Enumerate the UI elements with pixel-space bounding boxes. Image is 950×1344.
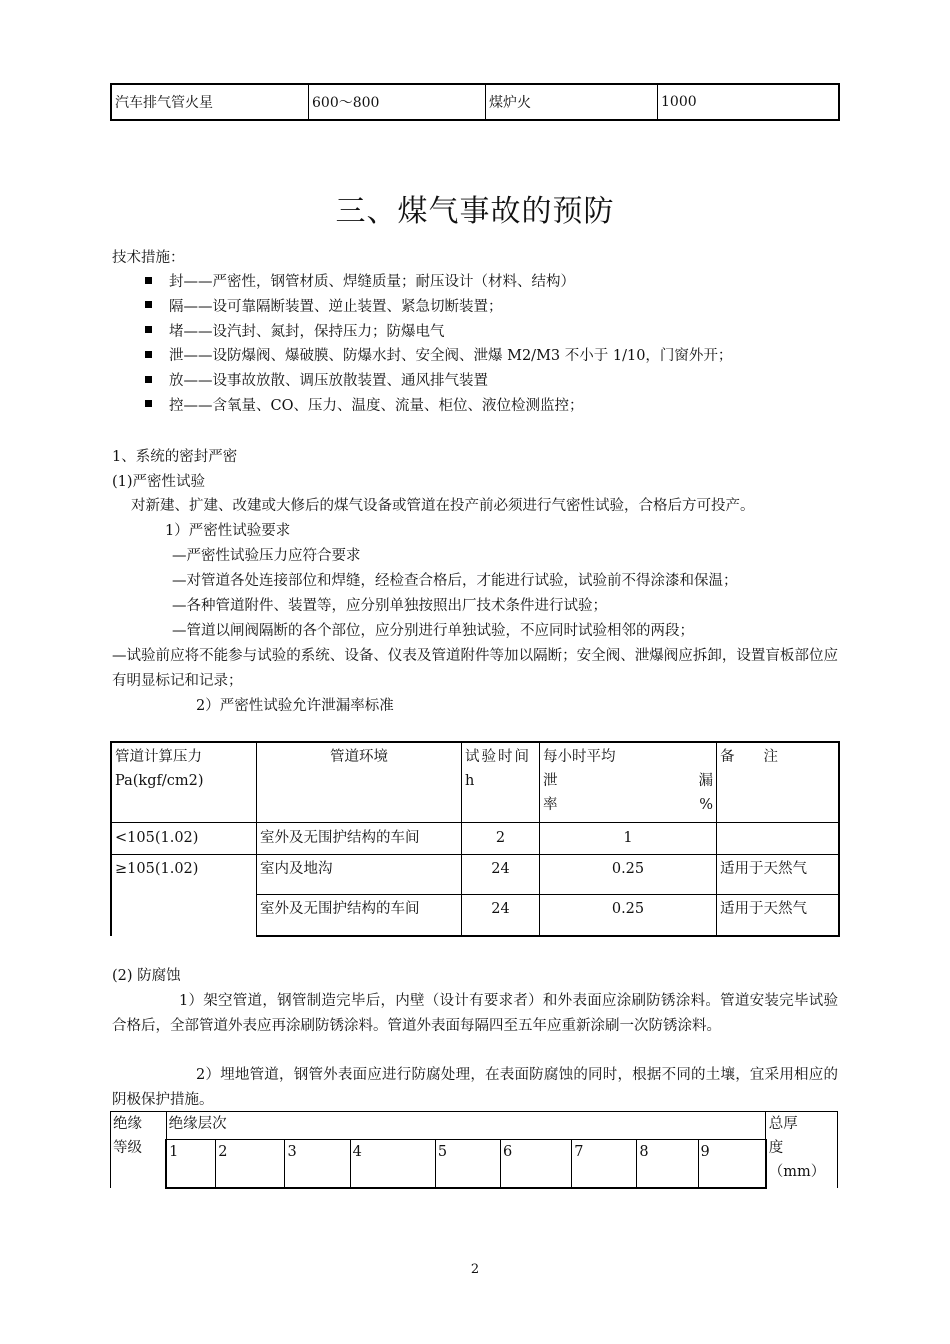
table-cell: 汽车排气管火星 [111,84,309,120]
layer-number: 4 [350,1140,435,1188]
layer-number: 5 [435,1140,500,1188]
cell-env: 室外及无围护结构的车间 [257,822,462,854]
cell-note: 适用于天然气 [717,894,840,936]
insulation-table [110,1111,838,1189]
header-text: 试验时间 [465,749,531,765]
header-pressure [111,742,257,822]
list-item-text: 泄——设防爆阀、爆破膜、防爆水封、安全阀、泄爆 M2/M3 不小于 1/10，门窗外开； [169,348,733,365]
header-text: 每小时平均 [543,749,616,765]
tech-heading: 技术措施： [112,250,185,266]
layer-number: 1 [166,1140,216,1188]
header-text: 漏 [698,773,713,789]
header-text [543,793,713,817]
table-row [111,1140,838,1188]
table-row [111,822,839,854]
req-item: —对管道各处连接部位和焊缝，经检查合格后，才能进行试验，试验前不得涂漆和保温； [172,573,738,589]
cell-time: 2 [462,822,540,854]
section-title: 三、煤气事故的预防 [335,194,615,229]
cell-time: 24 [462,894,540,936]
cell-env: 室内及地沟 [257,854,462,894]
cell-env: 室外及无围护结构的车间 [257,894,462,936]
table-row [111,84,839,120]
list-item [145,344,732,369]
header-text: （mm） [768,1164,826,1180]
table-row [111,854,839,894]
table-cell: 1000 [658,84,840,120]
layer-number: 2 [216,1140,285,1188]
bullet-square-icon [145,326,152,333]
table-cell: 煤炉火 [486,84,658,120]
list-item-text: 控——含氧量、CO、压力、温度、流量、柜位、液位检测监控； [169,397,584,414]
header-rate [540,742,717,822]
cell-rate: 0.25 [540,854,717,894]
list-item-text: 堵——设汽封、氮封，保持压力；防爆电气 [169,323,445,340]
header-text [543,769,713,793]
leak-heading: 2）严密性试验允许泄漏率标准 [196,698,394,714]
header-env: 管道环境 [257,742,462,822]
sub2-heading: (2) 防腐蚀 [112,968,181,984]
cell-rate: 0.25 [540,894,717,936]
list-item [145,295,732,320]
req-item: —管道以闸阀隔断的各个部位，应分别进行单独试验，不应同时试验相邻的两段； [172,623,694,639]
header-text: 等级 [113,1140,142,1156]
cell-rate: 1 [540,822,717,854]
header-time [462,742,540,822]
layer-number: 9 [698,1140,766,1188]
ignition-temperature-table [110,83,840,121]
cell-pressure: <105(1.02) [111,822,257,854]
header-text: 率 [543,797,558,813]
header-text: h [465,773,475,789]
list-item-text: 封——严密性，钢管材质、焊缝质量；耐压设计（材料、结构） [169,274,575,290]
bullet-square-icon [145,351,152,358]
list-item-text: 放——设事故放散、调压放散装置、通风排气装置 [169,373,488,390]
header-text: 绝缘 [113,1116,142,1132]
header-text: Pa(kgf/cm2) [115,773,204,789]
sub2-paragraph-2: 2）埋地管道，钢管外表面应进行防腐处理，在表面防腐蚀的同时，根据不同的土壤，宜采用相应的阴极保护措施。 [112,1067,838,1108]
sub2-paragraph-1: 1）架空管道，钢管制造完毕后，内壁（设计有要求者）和外表面应涂刷防锈涂料。管道安装完毕试验合格后，全部管道外表应再涂刷防锈涂料。管道外表面每隔四至五年应重新涂刷一次防锈涂料。 [112,993,838,1034]
header-text: 总厚 [768,1116,798,1132]
table-cell: 600～800 [309,84,486,120]
header-grade [111,1112,167,1188]
measures-list [145,270,732,419]
cell-pressure: ≥105(1.02) [111,854,257,936]
list-item [145,320,732,345]
list-item [145,394,732,419]
bullet-square-icon [145,301,152,308]
list-item [145,369,732,394]
sub1-paragraph: 对新建、扩建、改建或大修后的煤气设备或管道在投产前必须进行气密性试验，合格后方可投产。 [131,498,755,514]
layer-number: 3 [285,1140,350,1188]
req-heading: 1）严密性试验要求 [165,523,291,539]
list-item-text: 隔——设可靠隔断装置、逆止装置、紧急切断装置； [169,298,503,315]
sub1-heading: (1)严密性试验 [112,474,206,490]
header-text: 度 [768,1140,784,1156]
header-layers: 绝缘层次 [166,1112,766,1140]
layer-number: 7 [572,1140,637,1188]
req-item-last: —试验前应将不能参与试验的系统、设备、仪表及管道附件等加以隔断；安全阀、泄爆阀应拆卸，设置盲板部位应有明显标记和记录； [112,648,838,689]
bullet-square-icon [145,376,152,383]
bullet-square-icon [145,400,152,407]
list-item [145,270,732,295]
bullet-square-icon [145,277,152,284]
leak-rate-table [110,741,840,937]
cell-note [717,822,840,854]
cell-note: 适用于天然气 [717,854,840,894]
cell-time: 24 [462,854,540,894]
header-text: 泄 [543,773,558,789]
page-number: 2 [470,1262,480,1277]
header-text: 管道计算压力 [115,749,202,765]
header-note: 备 注 [717,742,840,822]
layer-number: 8 [637,1140,698,1188]
sec1-heading: 1、系统的密封严密 [112,449,238,465]
table-header-row [111,1112,838,1140]
layer-number: 6 [501,1140,572,1188]
header-text: % [699,797,713,813]
req-item: —严密性试验压力应符合要求 [172,548,361,564]
req-item: —各种管道附件、装置等，应分别单独按照出厂技术条件进行试验； [172,598,607,614]
header-thickness [766,1112,838,1188]
table-header-row [111,742,839,822]
